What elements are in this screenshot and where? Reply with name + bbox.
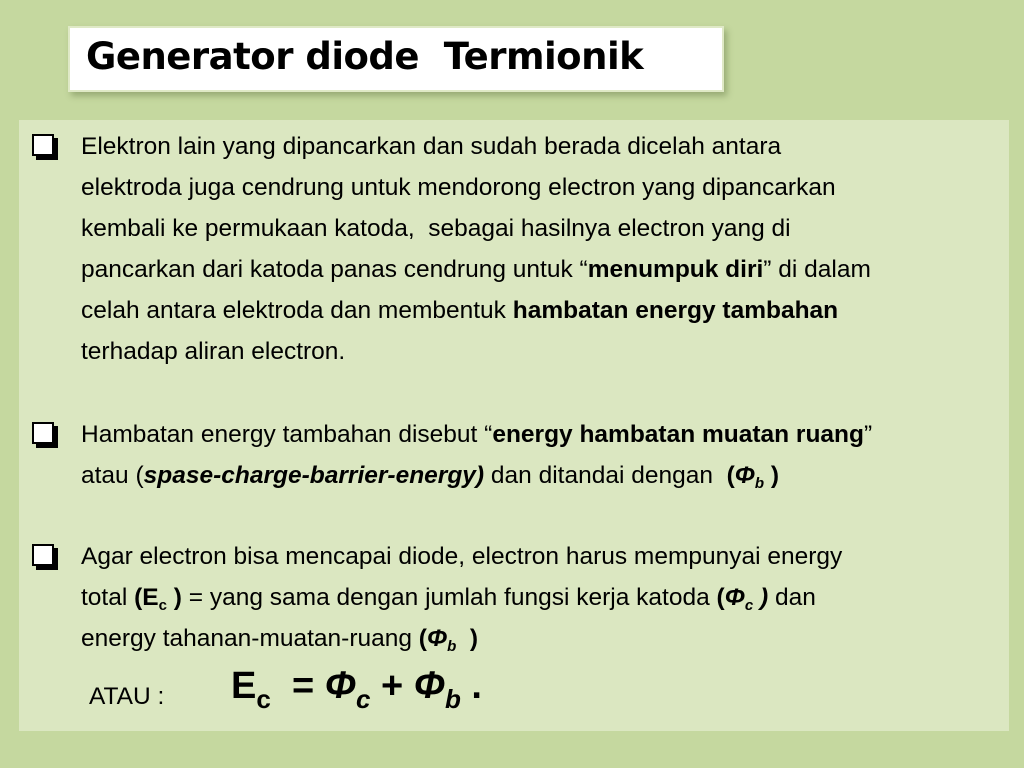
slide-title: Generator diode Termionik bbox=[86, 35, 644, 78]
bullet-1-line-1: Elektron lain yang dipancarkan dan sudah berada dicelah antara bbox=[81, 133, 782, 160]
bullet-1-line-5: celah antara elektroda dan membentuk hambatan energy tambahan bbox=[81, 297, 839, 324]
atau-label: ATAU : bbox=[89, 683, 165, 710]
formula-row bbox=[89, 665, 789, 725]
bullet-3-line-3: energy tahanan-muatan-ruang ($\Phi_b$ ) bbox=[81, 625, 479, 655]
checkbox-bullet-icon bbox=[32, 134, 54, 156]
bullet-1-line-2: elektroda juga cendrung untuk mendorong electron yang dipancarkan bbox=[81, 174, 836, 201]
energy-formula: $E_c = \Phi_c + \Phi_b$ . bbox=[231, 665, 482, 714]
checkbox-bullet-icon bbox=[32, 544, 54, 566]
bullet-1-line-4: pancarkan dari katoda panas cendrung untuk “menumpuk diri” di dalam bbox=[81, 256, 871, 283]
bullet-3-line-2: total ($E_c$ ) = yang sama dengan jumlah fungsi kerja katoda ($\Phi_c$ ) dan bbox=[81, 584, 816, 614]
bullet-2-line-1: Hambatan energy tambahan disebut “energy hambatan muatan ruang” bbox=[81, 421, 873, 448]
bullet-3-text bbox=[81, 536, 1006, 659]
bullet-1-line-6: terhadap aliran electron. bbox=[81, 338, 346, 365]
bullet-1-line-3: kembali ke permukaan katoda, sebagai hasilnya electron yang di bbox=[81, 215, 791, 242]
bullet-2-text bbox=[81, 414, 1006, 496]
bullet-3-line-1: Agar electron bisa mencapai diode, electron harus mempunyai energy bbox=[81, 543, 843, 570]
checkbox-bullet-icon bbox=[32, 422, 54, 444]
bullet-1-text bbox=[81, 126, 1006, 372]
bullet-2-line-2: atau (spase-charge-barrier-energy) dan ditandai dengan ($\Phi_b$ ) bbox=[81, 462, 780, 492]
title-box bbox=[68, 26, 724, 92]
content-panel bbox=[19, 120, 1009, 731]
